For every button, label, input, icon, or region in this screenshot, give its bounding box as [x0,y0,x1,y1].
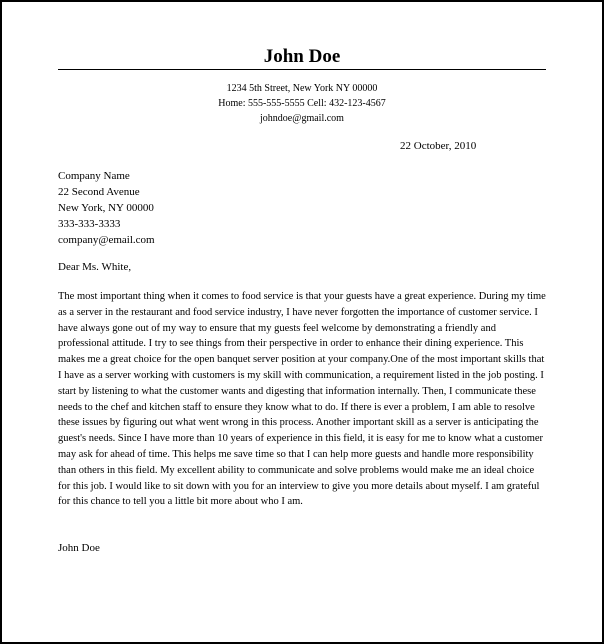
sender-phones: Home: 555-555-5555 Cell: 432-123-4567 [218,98,386,109]
recipient-phone: 333-333-3333 [58,218,121,230]
recipient-block [58,168,155,248]
signature-name: John Doe [58,542,100,554]
sender-email: johndoe@gmail.com [260,113,344,124]
recipient-company-name: Company Name [58,170,130,182]
letter-date: 22 October, 2010 [400,140,477,152]
sender-address: 1234 5th Street, New York NY 00000 [226,83,378,94]
sender-name: John Doe [263,46,341,67]
recipient-street: 22 Second Avenue [58,186,140,198]
letter-body: The most important thing when it comes to food service is that your guests have a great experience. During my time as a server in the restaurant and food service industry, I have never forgotten the importance of customer service. I have always gone out of my way to ensure that my guests feel welcome by demonstrating a friendly and professional attitude. I try to see things from their perspective in order to enhance their dining experience. This makes me a great choice for the open banquet server position at your company.One of the most important skills that I have as a server working with customers is my skill with communication, a requirement listed in the job posting. I start by listening to what the customer wants and digesting that information internally. Then, I communicate these needs to the chef and kitchen staff to ensure they know what to do. If there is ever a problem, I am able to resolve these issues by figuring out what went wrong in this process. Another important skill as a server is anticipating the guest's needs. Since I have more than 10 years of experience in this field, it is easy for me to know what a customer may ask for ahead of time. This helps me save time so that I can help more guests and handle more responsibility than others in this field. My excellent ability to communicate and solve problems would make me an ideal choice for this job. I would like to sit down with you for an interview to give you more details about myself. I am grateful for this chance to tell you a little bit more about who I am. [58,291,546,508]
recipient-city: New York, NY 00000 [58,202,154,214]
header-divider [58,69,546,70]
recipient-email: company@email.com [58,234,155,246]
salutation: Dear Ms. White, [58,261,132,273]
